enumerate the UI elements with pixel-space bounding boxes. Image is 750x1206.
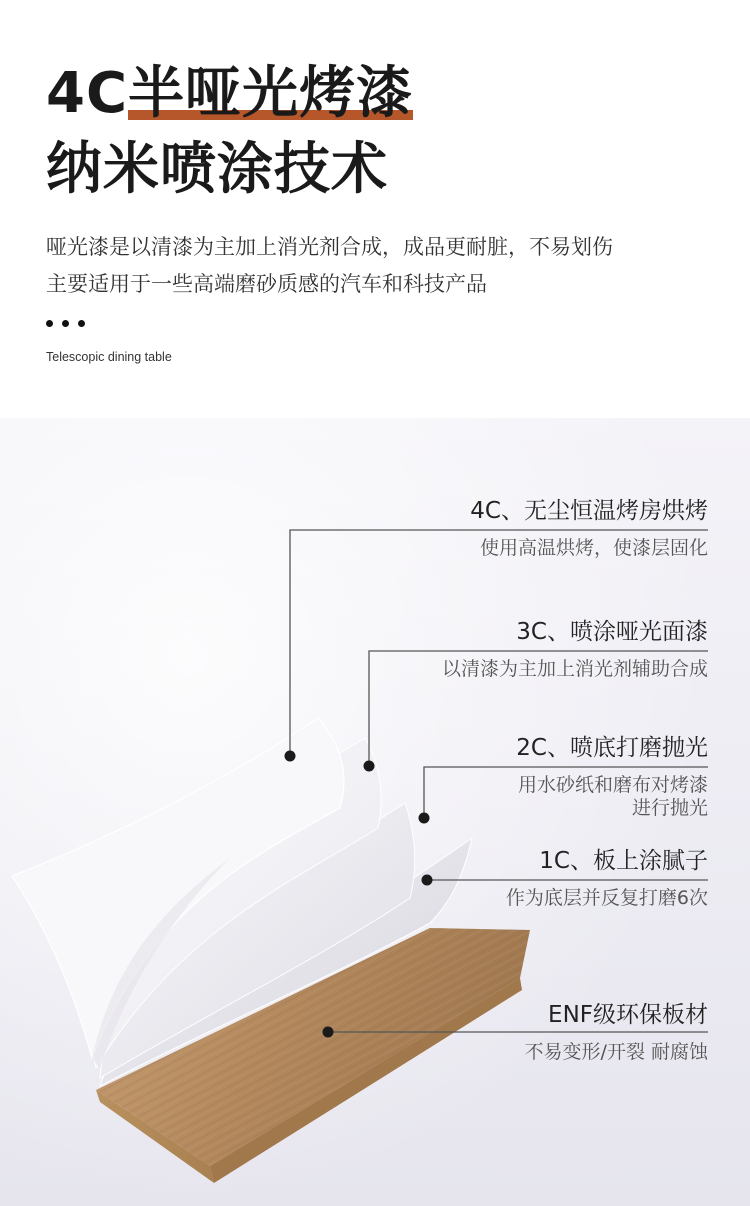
layer-2c-desc-line-1: 用水砂纸和磨布对烤漆 [517,774,708,796]
board-desc: 不易变形/开裂 耐腐蚀 [524,1041,708,1063]
layer-1c-annotation [506,850,708,910]
layer-2c-desc [516,774,708,820]
layer-3c-annotation [442,621,708,681]
layer-2c-desc-line-2: 进行抛光 [631,797,708,820]
dot-icon [78,320,85,327]
header-section [0,0,750,418]
product-subtitle: Telescopic dining table [46,350,172,364]
ellipsis-dots-icon [46,320,85,327]
title-prefix: 4C [46,61,129,126]
marker-dot-icon [285,751,296,762]
layer-4c-desc: 使用高温烘烤，使漆层固化 [479,537,708,559]
marker-dot-icon [364,761,375,772]
marker-dot-icon [419,813,430,824]
board-annotation [525,1004,708,1064]
layer-1c-desc: 作为底层并反复打磨6次 [505,887,708,909]
title-line-1 [46,61,414,126]
board-title: ENF级环保板材 [548,1002,708,1028]
layer-4c-title: 4C、无尘恒温烤房烘烤 [470,498,708,524]
marker-dot-icon [422,875,433,886]
layer-1c-title: 1C、板上涂腻子 [539,848,708,874]
dot-icon [62,320,69,327]
layer-2c-title: 2C、喷底打磨抛光 [516,735,708,761]
dot-icon [46,320,53,327]
title-highlight: 半哑光烤漆 [128,61,414,126]
layer-4c-annotation [470,500,708,560]
title-line-2: 纳米喷涂技术 [46,137,388,202]
layer-3c-title: 3C、喷涂哑光面漆 [516,619,708,645]
marker-dot-icon [323,1027,334,1038]
layer-diagram [0,418,750,1206]
layer-3c-desc: 以清漆为主加上消光剂辅助合成 [441,658,708,680]
layer-2c-annotation [516,737,708,820]
description-line-2: 主要适用于一些高端磨砂质感的汽车和科技产品 [46,272,487,296]
description-line-1: 哑光漆是以清漆为主加上消光剂合成，成品更耐脏，不易划伤 [46,235,613,259]
